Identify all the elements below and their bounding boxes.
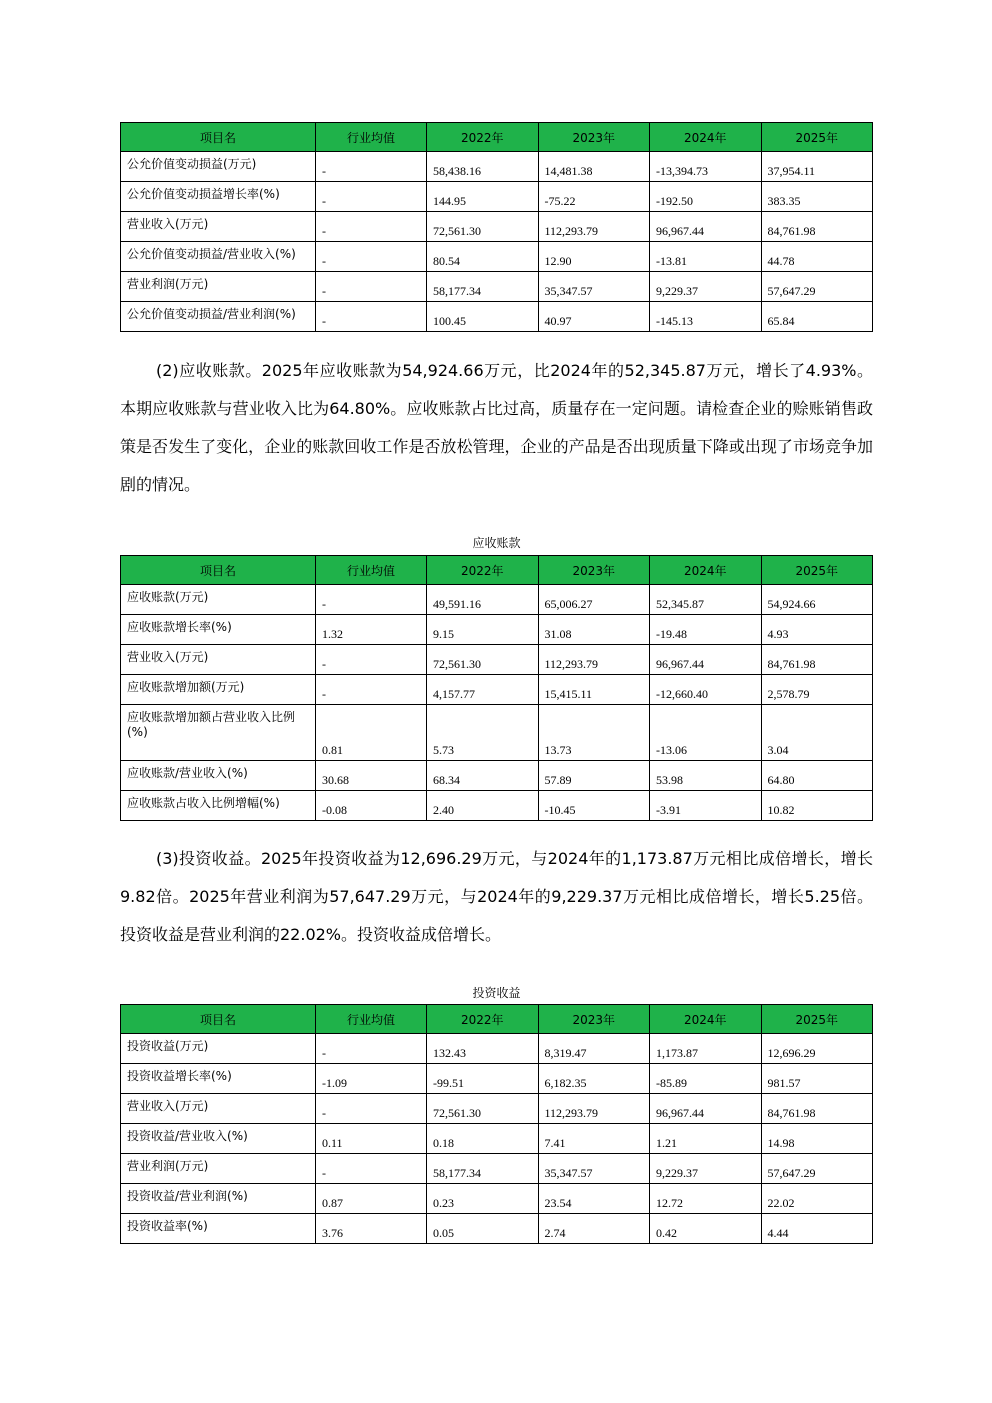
table-row — [121, 615, 873, 645]
table-cell: 72,561.30 — [427, 645, 539, 675]
table-cell: -99.51 — [427, 1064, 539, 1094]
paragraph-investment — [120, 840, 873, 954]
table-row — [121, 1214, 873, 1244]
table-cell: 4.93 — [761, 615, 873, 645]
table-row — [121, 791, 873, 821]
column-header: 2025年 — [761, 556, 873, 585]
table-cell: 35,347.57 — [538, 1154, 650, 1184]
table-row — [121, 1154, 873, 1184]
table-cell: 4,157.77 — [427, 675, 539, 705]
table-cell: 58,438.16 — [427, 152, 539, 182]
table-receivables — [120, 555, 873, 821]
table-row — [121, 152, 873, 182]
table-cell: 4.44 — [761, 1214, 873, 1244]
column-header: 2022年 — [427, 1005, 539, 1034]
table-row — [121, 1064, 873, 1094]
paragraph-text: (2)应收账款。2025年应收账款为54,924.66万元，比2024年的52,345.87万元，增长了4.93%。本期应收账款与营业收入比为64.80%。应收账款占比过高，质量存在一定问题。请检查企业的赊账销售政策是否发生了变化，企业的账款回收工作是否放松管理，企业的产品是否出现质量下降或出现了市场竞争加剧的情况。 — [120, 361, 873, 494]
row-label: 投资收益率(%) — [121, 1214, 316, 1244]
table-fair-value — [120, 122, 873, 332]
row-label: 营业利润(万元) — [121, 272, 316, 302]
table-cell: 0.05 — [427, 1214, 539, 1244]
table-cell: 8,319.47 — [538, 1034, 650, 1064]
row-label: 应收账款增加额(万元) — [121, 675, 316, 705]
column-header: 2023年 — [538, 123, 650, 152]
table-cell: -85.89 — [650, 1064, 762, 1094]
table-cell: 2.40 — [427, 791, 539, 821]
table-cell: 65,006.27 — [538, 585, 650, 615]
table-cell: 383.35 — [761, 182, 873, 212]
table-cell: -12,660.40 — [650, 675, 762, 705]
row-label: 公允价值变动损益增长率(%) — [121, 182, 316, 212]
row-label: 投资收益/营业收入(%) — [121, 1124, 316, 1154]
table-row — [121, 675, 873, 705]
table-row — [121, 272, 873, 302]
table-row — [121, 182, 873, 212]
column-header: 2022年 — [427, 556, 539, 585]
table-investment — [120, 1004, 873, 1244]
table-cell: 31.08 — [538, 615, 650, 645]
table-caption-investment: 投资收益 — [472, 986, 521, 1000]
table-cell: 0.18 — [427, 1124, 539, 1154]
row-label: 公允价值变动损益(万元) — [121, 152, 316, 182]
table-cell: 57.89 — [538, 761, 650, 791]
table-cell: 3.76 — [316, 1214, 427, 1244]
table-cell: 3.04 — [761, 705, 873, 761]
column-header: 2025年 — [761, 1005, 873, 1034]
table-cell: 14.98 — [761, 1124, 873, 1154]
table-cell: 0.11 — [316, 1124, 427, 1154]
table-cell: 58,177.34 — [427, 1154, 539, 1184]
table-cell: 1.32 — [316, 615, 427, 645]
table-cell: 14,481.38 — [538, 152, 650, 182]
row-label: 应收账款增加额占营业收入比例(%) — [121, 705, 316, 761]
table-row — [121, 705, 873, 761]
table-row — [121, 645, 873, 675]
table-cell: 1.21 — [650, 1124, 762, 1154]
paragraph-receivables — [120, 352, 873, 504]
table-cell: 64.80 — [761, 761, 873, 791]
table-row — [121, 1124, 873, 1154]
table-cell: - — [316, 272, 427, 302]
table-cell: 2.74 — [538, 1214, 650, 1244]
table-cell: -1.09 — [316, 1064, 427, 1094]
table-cell: 84,761.98 — [761, 645, 873, 675]
table-cell: 72,561.30 — [427, 1094, 539, 1124]
column-header: 2023年 — [538, 556, 650, 585]
table-row — [121, 1034, 873, 1064]
row-label: 营业利润(万元) — [121, 1154, 316, 1184]
column-header: 2024年 — [650, 556, 762, 585]
row-label: 营业收入(万元) — [121, 212, 316, 242]
data-table — [120, 122, 873, 332]
table-cell: 7.41 — [538, 1124, 650, 1154]
table-cell: 1,173.87 — [650, 1034, 762, 1064]
table-cell: 0.81 — [316, 705, 427, 761]
table-cell: -3.91 — [650, 791, 762, 821]
table-cell: -13,394.73 — [650, 152, 762, 182]
table-cell: 9.15 — [427, 615, 539, 645]
table-cell: - — [316, 1094, 427, 1124]
table-cell: 112,293.79 — [538, 645, 650, 675]
table-cell: 0.87 — [316, 1184, 427, 1214]
table-cell: - — [316, 585, 427, 615]
table-cell: -145.13 — [650, 302, 762, 332]
table-cell: 54,924.66 — [761, 585, 873, 615]
table-cell: 6,182.35 — [538, 1064, 650, 1094]
table-cell: 9,229.37 — [650, 272, 762, 302]
table-row — [121, 1094, 873, 1124]
table-caption-receivables: 应收账款 — [472, 536, 521, 550]
row-label: 投资收益/营业利润(%) — [121, 1184, 316, 1214]
row-label: 公允价值变动损益/营业收入(%) — [121, 242, 316, 272]
table-cell: - — [316, 302, 427, 332]
table-cell: 57,647.29 — [761, 272, 873, 302]
column-header: 项目名 — [121, 556, 316, 585]
column-header: 2024年 — [650, 1005, 762, 1034]
table-row — [121, 302, 873, 332]
table-cell: - — [316, 152, 427, 182]
table-cell: 12,696.29 — [761, 1034, 873, 1064]
table-cell: 68.34 — [427, 761, 539, 791]
table-cell: 132.43 — [427, 1034, 539, 1064]
table-row — [121, 212, 873, 242]
table-cell: - — [316, 675, 427, 705]
table-cell: 44.78 — [761, 242, 873, 272]
row-label: 应收账款(万元) — [121, 585, 316, 615]
table-cell: 100.45 — [427, 302, 539, 332]
row-label: 营业收入(万元) — [121, 645, 316, 675]
table-cell: -0.08 — [316, 791, 427, 821]
column-header: 2023年 — [538, 1005, 650, 1034]
column-header: 2022年 — [427, 123, 539, 152]
table-cell: 57,647.29 — [761, 1154, 873, 1184]
table-cell: - — [316, 212, 427, 242]
data-table — [120, 555, 873, 821]
table-cell: 0.42 — [650, 1214, 762, 1244]
row-label: 公允价值变动损益/营业利润(%) — [121, 302, 316, 332]
table-row — [121, 1184, 873, 1214]
table-header-row — [121, 556, 873, 585]
row-label: 应收账款/营业收入(%) — [121, 761, 316, 791]
table-cell: 84,761.98 — [761, 1094, 873, 1124]
table-cell: 23.54 — [538, 1184, 650, 1214]
table-cell: 2,578.79 — [761, 675, 873, 705]
table-cell: 58,177.34 — [427, 272, 539, 302]
table-cell: 52,345.87 — [650, 585, 762, 615]
table-cell: 144.95 — [427, 182, 539, 212]
table-cell: 13.73 — [538, 705, 650, 761]
table-cell: 22.02 — [761, 1184, 873, 1214]
table-cell: 30.68 — [316, 761, 427, 791]
column-header: 行业均值 — [316, 123, 427, 152]
table-cell: 53.98 — [650, 761, 762, 791]
row-label: 应收账款占收入比例增幅(%) — [121, 791, 316, 821]
table-cell: 9,229.37 — [650, 1154, 762, 1184]
paragraph-text: (3)投资收益。2025年投资收益为12,696.29万元，与2024年的1,173.87万元相比成倍增长，增长9.82倍。2025年营业利润为57,647.29万元，与2024年的9,229.37万元相比成倍增长，增长5.25倍。投资收益是营业利润的22.02%。投资收益成倍增长。 — [120, 849, 873, 944]
column-header: 项目名 — [121, 1005, 316, 1034]
table-cell: 84,761.98 — [761, 212, 873, 242]
table-cell: 96,967.44 — [650, 212, 762, 242]
table-cell: - — [316, 1154, 427, 1184]
table-cell: 49,591.16 — [427, 585, 539, 615]
table-cell: 112,293.79 — [538, 212, 650, 242]
table-cell: 72,561.30 — [427, 212, 539, 242]
table-header-row — [121, 1005, 873, 1034]
table-cell: 15,415.11 — [538, 675, 650, 705]
table-cell: 12.72 — [650, 1184, 762, 1214]
table-cell: 96,967.44 — [650, 1094, 762, 1124]
table-row — [121, 585, 873, 615]
data-table — [120, 1004, 873, 1244]
column-header: 行业均值 — [316, 1005, 427, 1034]
table-cell: -75.22 — [538, 182, 650, 212]
column-header: 项目名 — [121, 123, 316, 152]
column-header: 2025年 — [761, 123, 873, 152]
table-row — [121, 761, 873, 791]
row-label: 投资收益(万元) — [121, 1034, 316, 1064]
table-cell: 37,954.11 — [761, 152, 873, 182]
table-cell: 0.23 — [427, 1184, 539, 1214]
table-cell: 40.97 — [538, 302, 650, 332]
table-cell: 10.82 — [761, 791, 873, 821]
table-cell: 35,347.57 — [538, 272, 650, 302]
table-cell: - — [316, 242, 427, 272]
table-cell: -10.45 — [538, 791, 650, 821]
row-label: 应收账款增长率(%) — [121, 615, 316, 645]
table-cell: - — [316, 182, 427, 212]
table-row — [121, 242, 873, 272]
table-cell: -19.48 — [650, 615, 762, 645]
row-label: 营业收入(万元) — [121, 1094, 316, 1124]
table-cell: - — [316, 645, 427, 675]
table-cell: 80.54 — [427, 242, 539, 272]
table-cell: - — [316, 1034, 427, 1064]
table-cell: 112,293.79 — [538, 1094, 650, 1124]
table-cell: -192.50 — [650, 182, 762, 212]
table-cell: 981.57 — [761, 1064, 873, 1094]
column-header: 2024年 — [650, 123, 762, 152]
table-header-row — [121, 123, 873, 152]
row-label: 投资收益增长率(%) — [121, 1064, 316, 1094]
table-cell: -13.81 — [650, 242, 762, 272]
table-cell: 65.84 — [761, 302, 873, 332]
table-cell: 12.90 — [538, 242, 650, 272]
table-cell: 96,967.44 — [650, 645, 762, 675]
table-cell: 5.73 — [427, 705, 539, 761]
table-cell: -13.06 — [650, 705, 762, 761]
column-header: 行业均值 — [316, 556, 427, 585]
